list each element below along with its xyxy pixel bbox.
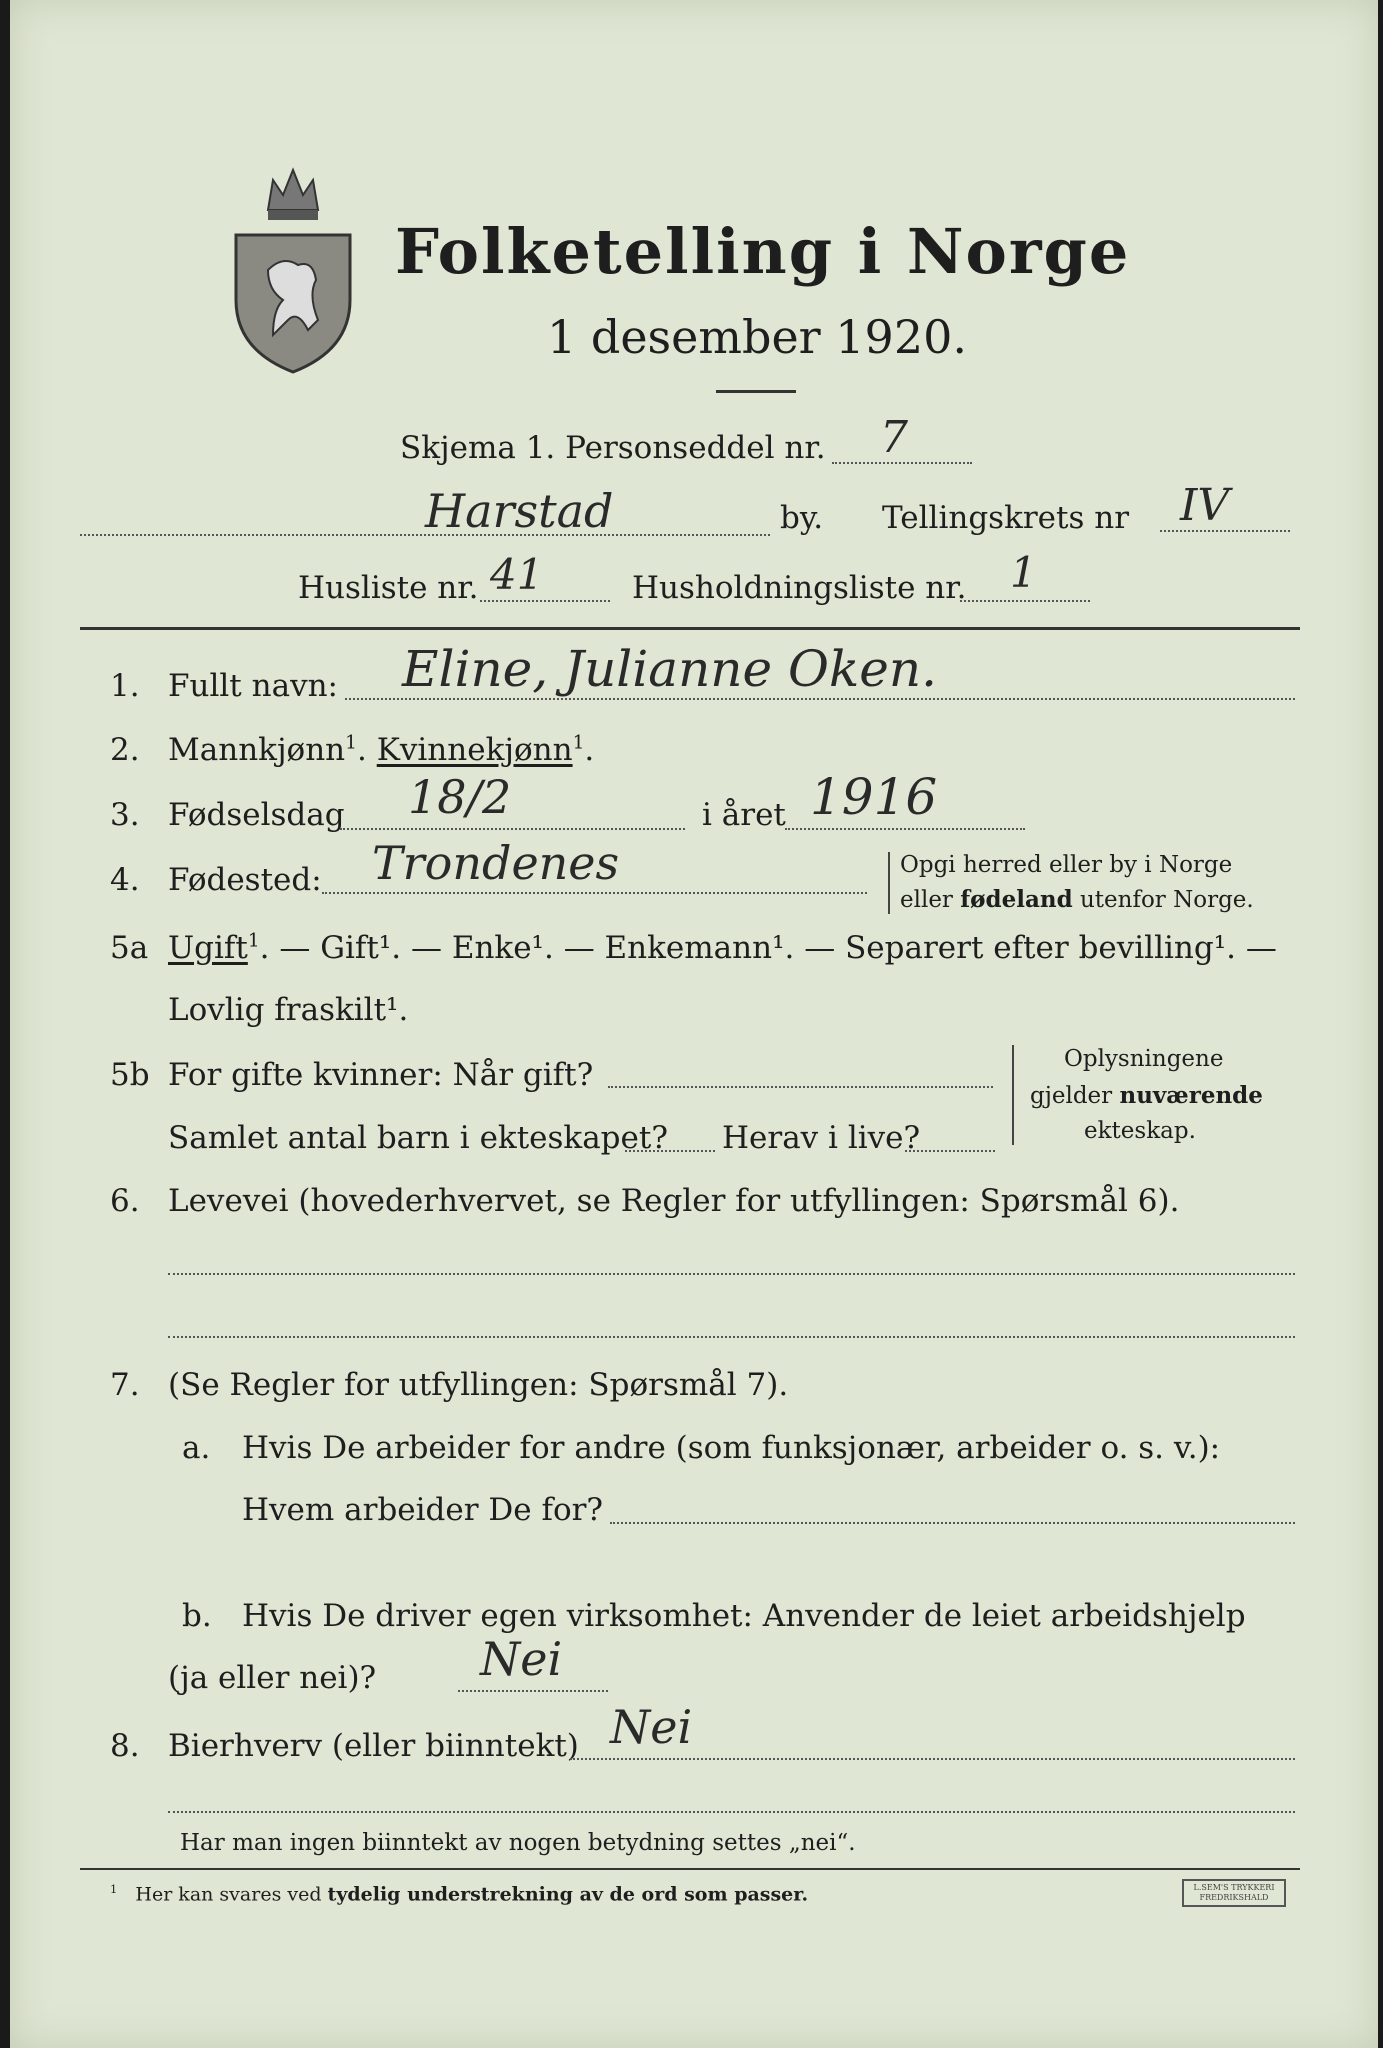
q1-number: 1. — [110, 668, 140, 704]
q7a-employer-label: Hvem arbeider De for? — [242, 1492, 604, 1528]
q5b-children-line — [625, 1150, 715, 1152]
q7b-yesno-label: (ja eller nei)? — [168, 1660, 377, 1696]
skjema-label: Skjema 1. Personseddel nr. — [400, 430, 826, 466]
q3-year-label: i året — [702, 797, 786, 833]
norway-coat-of-arms-icon — [228, 160, 358, 375]
q4-line — [322, 892, 867, 894]
q1-value: Eline, Julianne Oken. — [402, 640, 937, 698]
q7-number: 7. — [110, 1367, 140, 1403]
footnote: $^1$ Her kan svares ved tydelig understrekning av de ord som passer. — [110, 1882, 809, 1906]
q5a-option-ugift[interactable]: Ugift — [168, 930, 248, 966]
q5a-options: Ugift$^1$. — Gift¹. — Enke¹. — Enkemann¹. — Separert efter bevilling¹. — — [168, 930, 1277, 966]
q7-label: (Se Regler for utfyllingen: Spørsmål 7). — [168, 1367, 789, 1403]
q6-label: Levevei (hovederhvervet, se Regler for utfyllingen: Spørsmål 6). — [168, 1183, 1180, 1219]
q5b-alive-label: Herav i live? — [722, 1120, 921, 1156]
q4-note-brace — [888, 852, 890, 914]
q7a-spacer — [242, 1555, 1295, 1557]
q2-option-kvinne[interactable]: Kvinnekjønn — [376, 732, 573, 768]
husliste-line — [480, 600, 610, 602]
q8-line — [570, 1758, 1295, 1760]
q8-label: Bierhverv (eller biinntekt) — [168, 1728, 579, 1764]
q7a-employer-line — [610, 1522, 1295, 1524]
husliste-value: 41 — [490, 550, 544, 599]
q5b-children-label: Samlet antal barn i ekteskapet? — [168, 1120, 668, 1156]
q5b-number: 5b — [110, 1057, 150, 1093]
husholdning-value: 1 — [1010, 548, 1037, 597]
q5b-note-line1: Oplysningene — [1064, 1046, 1224, 1072]
header-divider — [80, 627, 1300, 630]
q5a-line2: Lovlig fraskilt¹. — [168, 992, 409, 1028]
q5a-number: 5a — [110, 930, 149, 966]
q7a-letter: a. — [182, 1430, 211, 1466]
q1-line — [345, 698, 1295, 700]
by-label: by. — [780, 500, 824, 536]
form-date: 1 desember 1920. — [547, 310, 967, 364]
q5b-married-line — [608, 1086, 993, 1088]
q7b-yesno-line — [458, 1690, 608, 1692]
tellingskrets-value: IV — [1180, 480, 1230, 531]
city-value: Harstad — [425, 484, 614, 538]
q3-value: 18/2 — [408, 770, 512, 824]
q7b-letter: b. — [182, 1598, 212, 1634]
q4-number: 4. — [110, 862, 140, 898]
q3-number: 3. — [110, 797, 140, 833]
q6-number: 6. — [110, 1183, 140, 1219]
q1-label: Fullt navn: — [168, 668, 338, 704]
husliste-label: Husliste nr. — [298, 570, 479, 606]
footer-divider — [80, 1868, 1300, 1870]
q7a-label: Hvis De arbeider for andre (som funksjonær, arbeider o. s. v.): — [242, 1430, 1221, 1466]
husholdning-line — [960, 600, 1090, 602]
q3-year-line — [785, 828, 1025, 830]
tellingskrets-label: Tellingskrets nr — [882, 500, 1130, 536]
q2-number: 2. — [110, 732, 140, 768]
form-title: Folketelling i Norge — [395, 215, 1131, 288]
q8-number: 8. — [110, 1728, 140, 1764]
q3-year-value: 1916 — [810, 768, 938, 826]
q6-line-1 — [168, 1273, 1295, 1275]
q6-line-2 — [168, 1336, 1295, 1338]
q8-line-2 — [168, 1811, 1295, 1813]
q5b-label: For gifte kvinner: Når gift? — [168, 1057, 594, 1093]
q2-options: Mannkjønn$^1$. Kvinnekjønn$^1$. — [168, 732, 595, 768]
q5b-note-brace — [1012, 1045, 1014, 1145]
census-form-sheet — [10, 0, 1378, 2048]
biinntekt-note: Har man ingen biinntekt av nogen betydning settes „nei“. — [180, 1830, 856, 1856]
q5b-alive-line — [905, 1150, 995, 1152]
q3-line — [340, 828, 685, 830]
q4-label: Fødested: — [168, 862, 322, 898]
q7b-value: Nei — [480, 1632, 563, 1686]
husholdning-label: Husholdningsliste nr. — [632, 570, 967, 606]
q2-option-mann[interactable]: Mannkjønn — [168, 732, 346, 768]
q4-value: Trondenes — [372, 836, 620, 890]
q4-note-line2: eller fødeland utenfor Norge. — [900, 886, 1254, 913]
q7b-label: Hvis De driver egen virksomhet: Anvender de leiet arbeidshjelp — [242, 1598, 1246, 1634]
q4-note-line1: Opgi herred eller by i Norge — [900, 852, 1233, 878]
q8-value: Nei — [610, 1700, 693, 1754]
printer-stamp: L.SEM'S TRYKKERI FREDRIKSHALD — [1182, 1879, 1286, 1907]
skjema-value: 7 — [880, 412, 908, 463]
q5b-note-line3: ekteskap. — [1084, 1118, 1196, 1144]
title-divider — [716, 390, 796, 393]
q5b-note-line2: gjelder nuværende — [1030, 1082, 1263, 1109]
q3-label: Fødselsdag — [168, 797, 345, 833]
